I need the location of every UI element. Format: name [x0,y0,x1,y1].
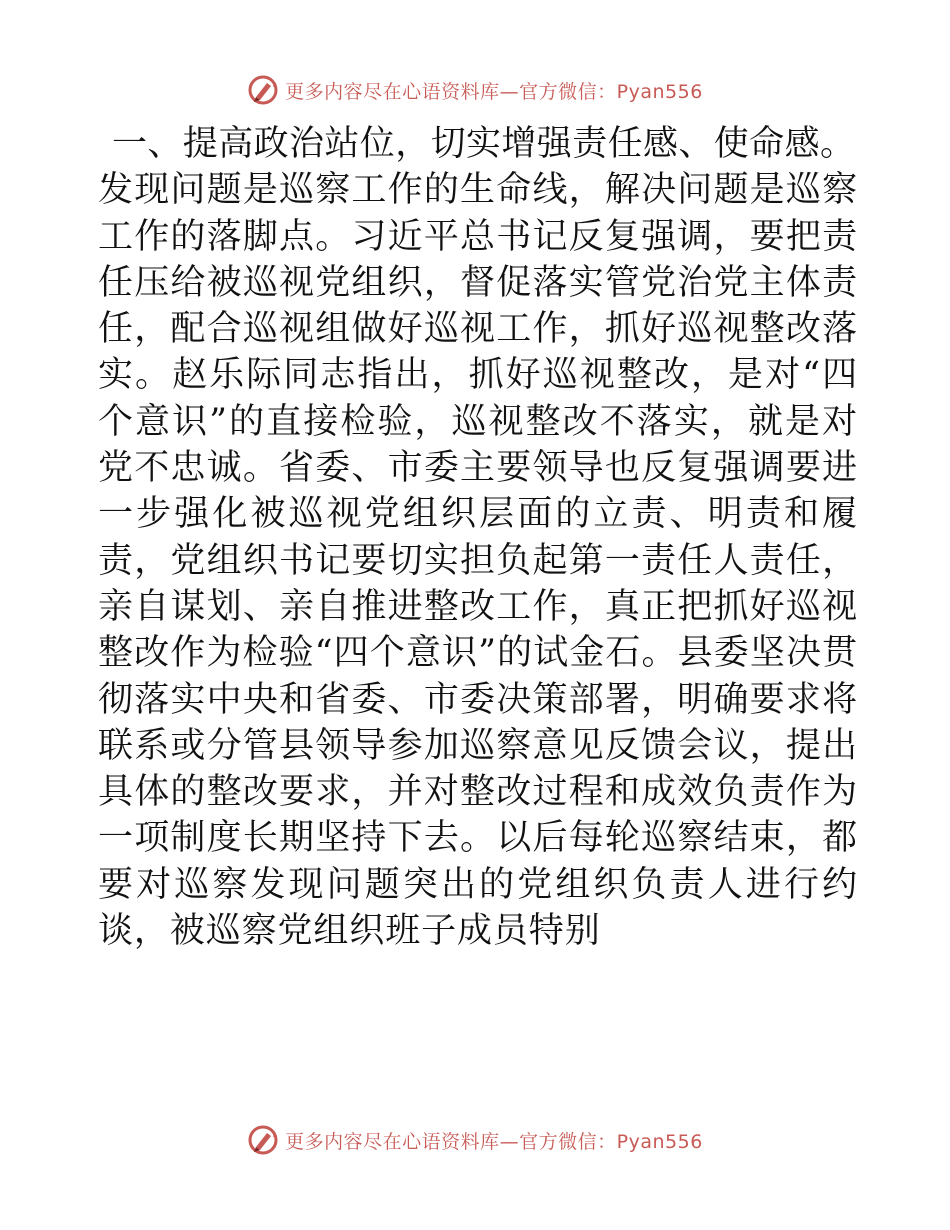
red-pen-circle-logo-icon [247,74,279,106]
footer-banner [0,1122,950,1158]
section-heading: 一、提高政治站位，切实增强责任感、使命感。 [112,124,856,164]
header-banner [0,72,950,108]
red-pen-circle-logo-icon [247,1124,279,1156]
banner-text: 更多内容尽在心语资料库—官方微信：Pyan556 [285,1130,703,1153]
banner-text: 更多内容尽在心语资料库—官方微信：Pyan556 [285,80,703,103]
article-body [98,121,858,954]
body-paragraph: 发现问题是巡察工作的生命线，解决问题是巡察工作的落脚点。习近平总书记反复强调，要把责任压给被巡视党组织，督促落实管党治党主体责任，配合巡视组做好巡视工作，抓好巡视整改落实。赵乐际同志指出，抓好巡视整改，是对“四个意识”的直接检验，巡视整改不落实，就是对党不忠诚。省委、市委主要领导也反复强调要进一步强化被巡视党组织层面的立责、明责和履责，党组织书记要切实担负起第一责任人责任，亲自谋划、亲自推进整改工作，真正把抓好巡视整改作为检验“四个意识”的试金石。县委坚决贯彻落实中央和省委、市委决策部署，明确要求将联系或分管县领导参加巡察意见反馈会议，提出具体的整改要求，并对整改过程和成效负责作为一项制度长期坚持下去。以后每轮巡察结束，都要对巡察发现问题突出的党组织负责人进行约谈，被巡察党组织班子成员特别 [98,170,858,952]
